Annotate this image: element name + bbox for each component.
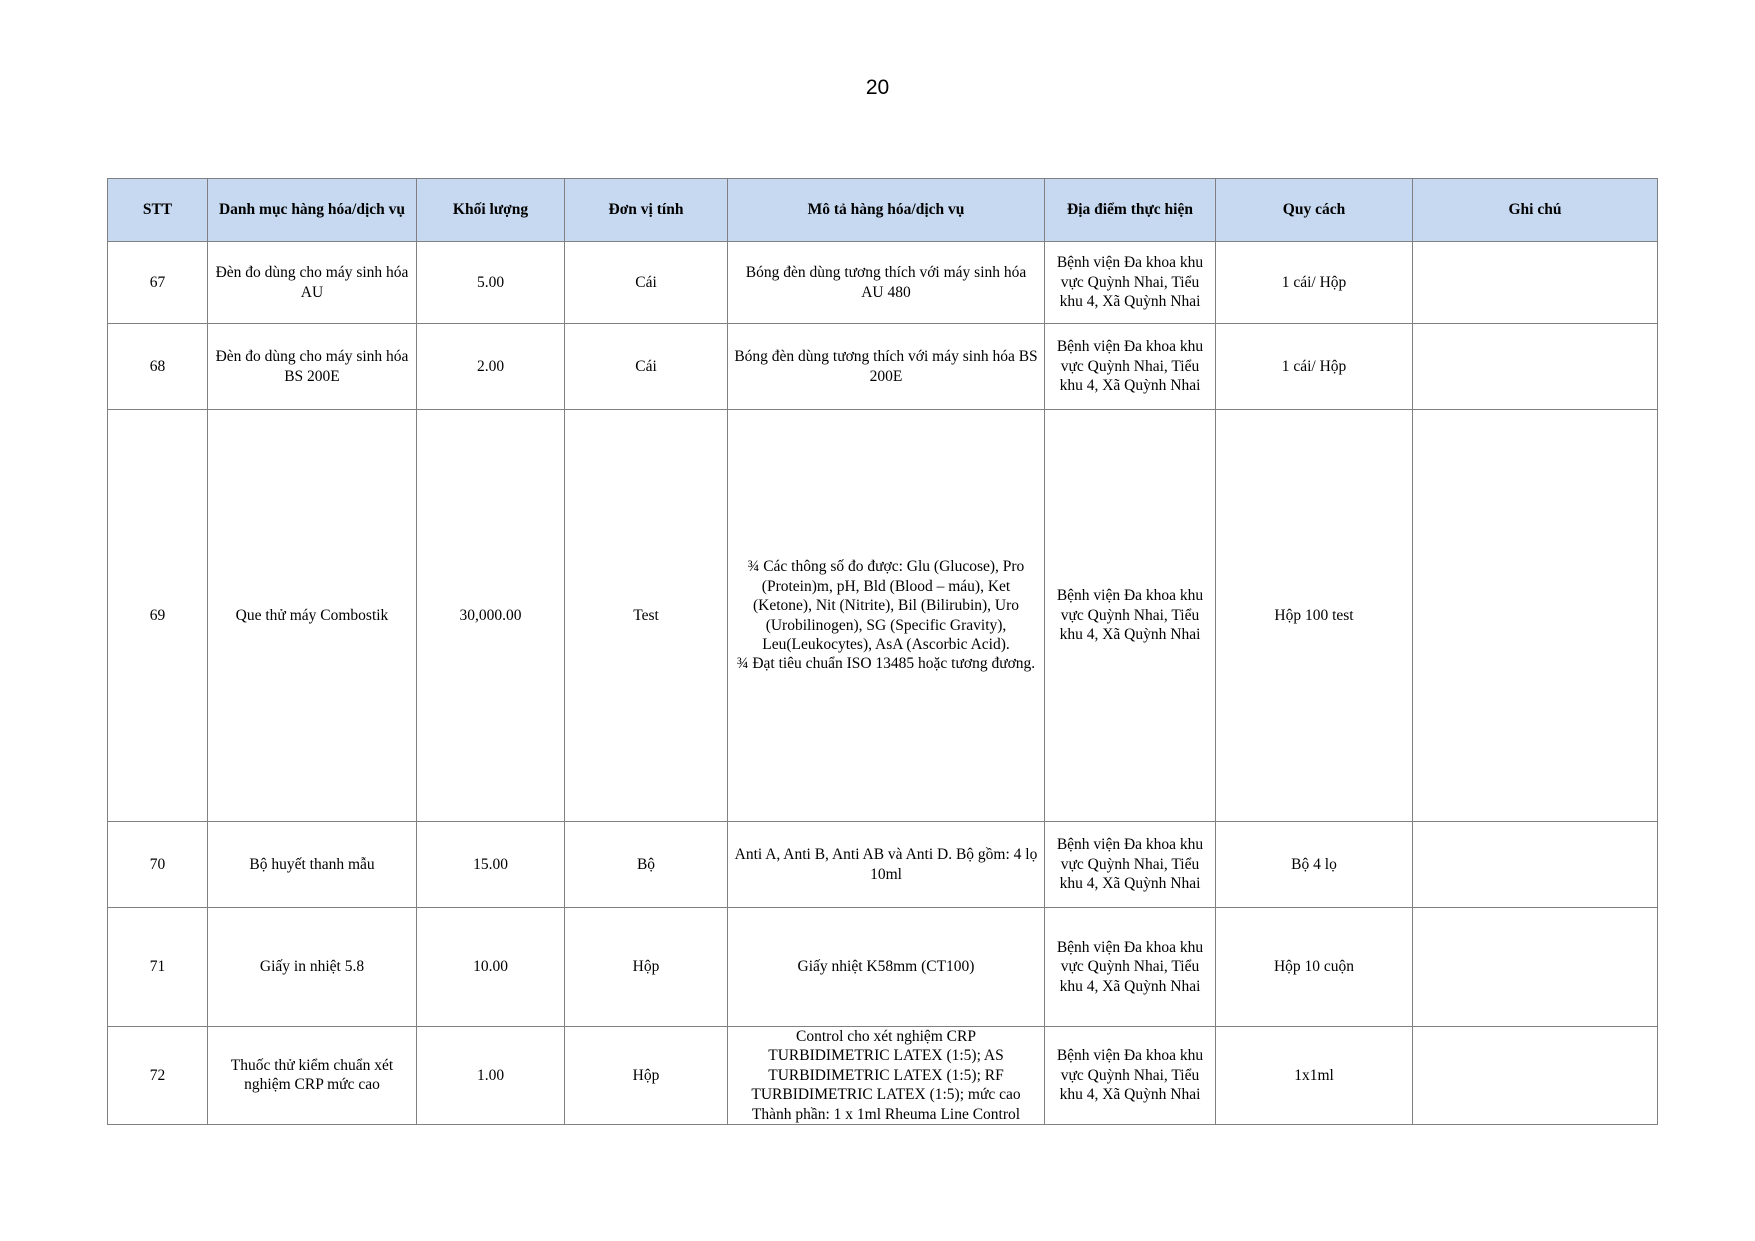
cell-unit: Hộp [565,908,728,1027]
cell-item: Thuốc thử kiểm chuẩn xét nghiệm CRP mức cao [208,1027,417,1125]
cell-description: Giấy nhiệt K58mm (CT100) [728,908,1045,1027]
cell-note [1413,822,1658,908]
header-location: Địa điểm thực hiện [1045,179,1216,242]
cell-spec: 1 cái/ Hộp [1216,324,1413,410]
header-stt: STT [108,179,208,242]
cell-description: Anti A, Anti B, Anti AB và Anti D. Bộ gồm: 4 lọ 10ml [728,822,1045,908]
cell-location: Bệnh viện Đa khoa khu vực Quỳnh Nhai, Tiểu khu 4, Xã Quỳnh Nhai [1045,822,1216,908]
cell-note [1413,410,1658,822]
cell-location: Bệnh viện Đa khoa khu vực Quỳnh Nhai, Tiểu khu 4, Xã Quỳnh Nhai [1045,908,1216,1027]
cell-quantity: 10.00 [417,908,565,1027]
cell-spec: 1 cái/ Hộp [1216,242,1413,324]
cell-stt: 69 [108,410,208,822]
cell-note [1413,242,1658,324]
table-row [108,1027,1658,1125]
cell-item: Que thử máy Combostik [208,410,417,822]
cell-item: Đèn đo dùng cho máy sinh hóa AU [208,242,417,324]
cell-item: Đèn đo dùng cho máy sinh hóa BS 200E [208,324,417,410]
goods-table [107,178,1658,1125]
cell-description [728,410,1045,822]
cell-quantity: 2.00 [417,324,565,410]
cell-stt: 68 [108,324,208,410]
cell-stt: 71 [108,908,208,1027]
header-note: Ghi chú [1413,179,1658,242]
cell-quantity: 15.00 [417,822,565,908]
header-quantity: Khối lượng [417,179,565,242]
cell-location: Bệnh viện Đa khoa khu vực Quỳnh Nhai, Tiểu khu 4, Xã Quỳnh Nhai [1045,410,1216,822]
cell-spec: 1x1ml [1216,1027,1413,1125]
header-unit: Đơn vị tính [565,179,728,242]
header-item: Danh mục hàng hóa/dịch vụ [208,179,417,242]
cell-spec: Hộp 100 test [1216,410,1413,822]
cell-stt: 70 [108,822,208,908]
cell-note [1413,1027,1658,1125]
cell-stt: 72 [108,1027,208,1125]
cell-stt: 67 [108,242,208,324]
cell-spec: Hộp 10 cuộn [1216,908,1413,1027]
cell-unit: Hộp [565,1027,728,1125]
table-row [108,908,1658,1027]
description-text: ¾ Các thông số đo được: Glu (Glucose), Pro (Protein)m, pH, Bld (Blood – máu), Ket (Ketone), Nit (Nitrite), Bil (Bilirubin), Uro (Urobilinogen), SG (Specific Gravity), Leu(Leukocytes), AsA (Ascorbic Acid). ¾ Đạt tiêu chuẩn ISO 13485 hoặc tương đương. [736,558,1036,673]
cell-description: Bóng đèn dùng tương thích với máy sinh hóa BS 200E [728,324,1045,410]
table-row [108,242,1658,324]
cell-item: Giấy in nhiệt 5.8 [208,908,417,1027]
header-spec: Quy cách [1216,179,1413,242]
header-description: Mô tả hàng hóa/dịch vụ [728,179,1045,242]
cell-note [1413,324,1658,410]
cell-location: Bệnh viện Đa khoa khu vực Quỳnh Nhai, Tiểu khu 4, Xã Quỳnh Nhai [1045,1027,1216,1125]
cell-location: Bệnh viện Đa khoa khu vực Quỳnh Nhai, Tiểu khu 4, Xã Quỳnh Nhai [1045,324,1216,410]
cell-quantity: 1.00 [417,1027,565,1125]
table-row [108,822,1658,908]
table-row [108,324,1658,410]
table-row [108,410,1658,822]
cell-unit: Cái [565,324,728,410]
cell-quantity: 30,000.00 [417,410,565,822]
cell-item: Bộ huyết thanh mẫu [208,822,417,908]
cell-note [1413,908,1658,1027]
page-number: 20 [865,76,890,99]
cell-unit: Cái [565,242,728,324]
cell-unit: Bộ [565,822,728,908]
cell-description: Control cho xét nghiệm CRP TURBIDIMETRIC LATEX (1:5); AS TURBIDIMETRIC LATEX (1:5); RF TURBIDIMETRIC LATEX (1:5); mức cao Thành phần: 1 x 1ml Rheuma Line Control [728,1027,1045,1125]
cell-quantity: 5.00 [417,242,565,324]
cell-unit: Test [565,410,728,822]
cell-description: Bóng đèn dùng tương thích với máy sinh hóa AU 480 [728,242,1045,324]
cell-spec: Bộ 4 lọ [1216,822,1413,908]
cell-location: Bệnh viện Đa khoa khu vực Quỳnh Nhai, Tiểu khu 4, Xã Quỳnh Nhai [1045,242,1216,324]
header-row [108,179,1658,242]
